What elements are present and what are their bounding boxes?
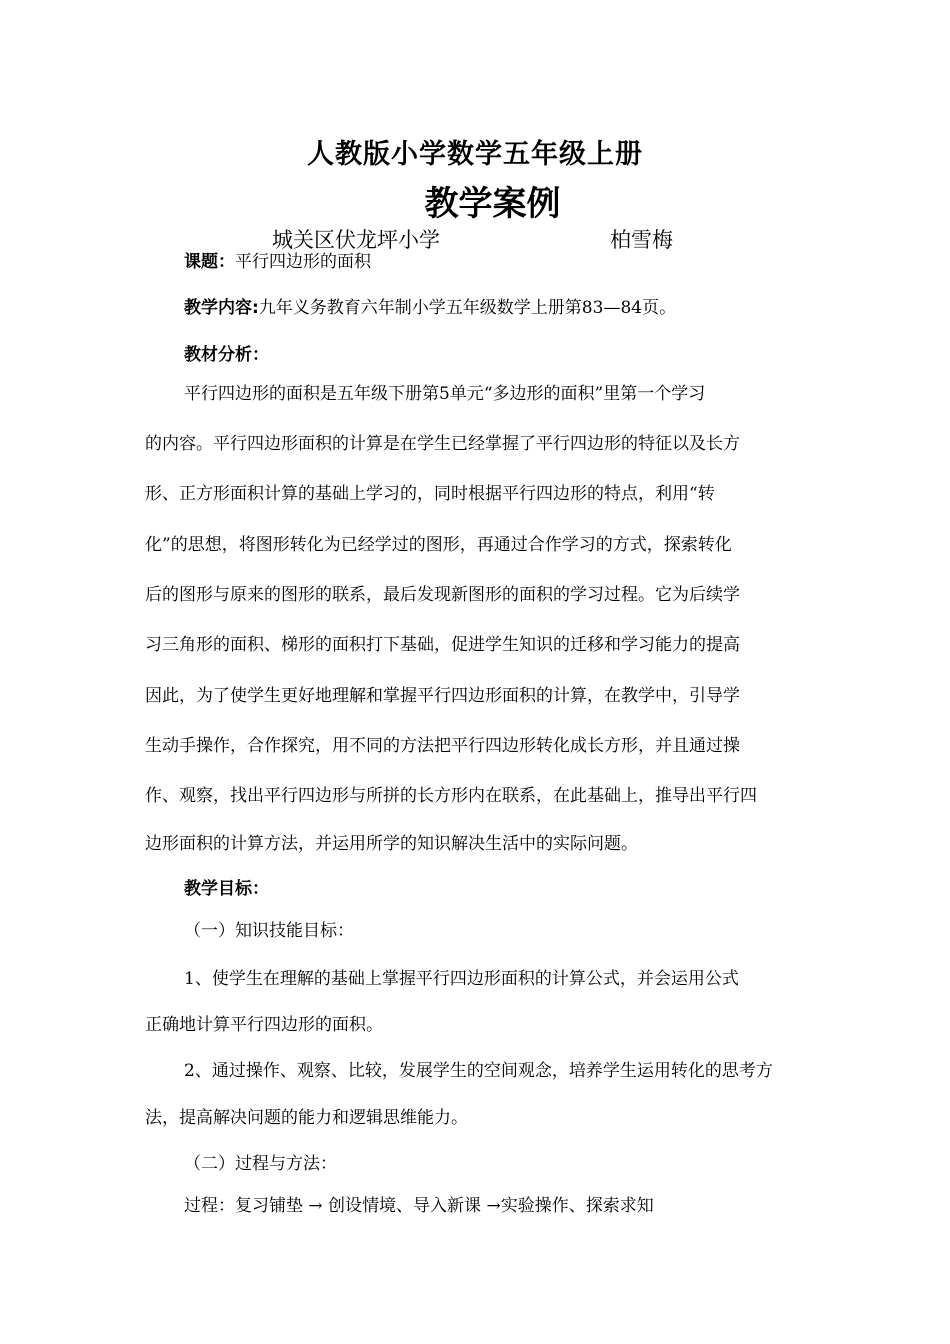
topic-label: 课题：: [184, 252, 235, 272]
topic-line: [184, 250, 811, 274]
analysis-line: 因此，为了使学生更好地理解和掌握平行四边形面积的计算，在教学中，引导学: [145, 686, 740, 706]
school-name: 城关区伏龙坪小学: [272, 228, 440, 252]
document-title: 人教版小学数学五年级上册: [307, 139, 643, 170]
content-label: 教学内容:: [184, 298, 259, 318]
topic-value: 平行四边形的面积: [235, 252, 371, 272]
goals-section1-heading: （一）知识技能目标：: [184, 921, 354, 941]
author-name: 柏雪梅: [610, 228, 673, 252]
analysis-line: 的内容。平行四边形面积的计算是在学生已经掌握了平行四边形的特征以及长方: [145, 434, 740, 454]
goal-item-2-line2: 法，提高解决问题的能力和逻辑思维能力。: [145, 1108, 468, 1128]
document-subtitle: 教学案例: [424, 184, 561, 224]
analysis-line: 生动手操作，合作探究，用不同的方法把平行四边形转化成长方形，并且通过操: [145, 736, 740, 756]
goals-section2-heading: （二）过程与方法：: [184, 1154, 337, 1174]
analysis-line: 平行四边形的面积是五年级下册第5单元“多边形的面积”里第一个学习: [184, 384, 706, 404]
analysis-label: 教材分析：: [184, 345, 269, 365]
analysis-line: 边形面积的计算方法，并运用所学的知识解决生活中的实际问题。: [145, 834, 638, 854]
content-value: 九年义务教育六年制小学五年级数学上册第83—84页。: [258, 298, 677, 318]
analysis-line: 形、正方形面积计算的基础上学习的，同时根据平行四边形的特点，利用“转: [145, 484, 715, 504]
process-line: 过程：复习铺垫 → 创设情境、导入新课 →实验操作、探索求知: [184, 1196, 654, 1216]
analysis-line: 作、观察，找出平行四边形与所拼的长方形内在联系，在此基础上，推导出平行四: [145, 786, 757, 806]
goals-label: 教学目标：: [184, 879, 269, 899]
goal-item-2-line1: 2、通过操作、观察、比较，发展学生的空间观念，培养学生运用转化的思考方: [184, 1061, 773, 1081]
analysis-line: 习三角形的面积、梯形的面积打下基础，促进学生知识的迁移和学习能力的提高: [145, 635, 740, 655]
analysis-line: 后的图形与原来的图形的联系，最后发现新图形的面积的学习过程。它为后续学: [145, 585, 740, 605]
analysis-line: 化”的思想，将图形转化为已经学过的图形，再通过合作学习的方式，探索转化: [145, 535, 732, 555]
content-line: [184, 296, 811, 320]
goal-item-1-line1: 1、使学生在理解的基础上掌握平行四边形面积的计算公式，并会运用公式: [184, 969, 739, 989]
goal-item-1-line2: 正确地计算平行四边形的面积。: [145, 1015, 383, 1035]
